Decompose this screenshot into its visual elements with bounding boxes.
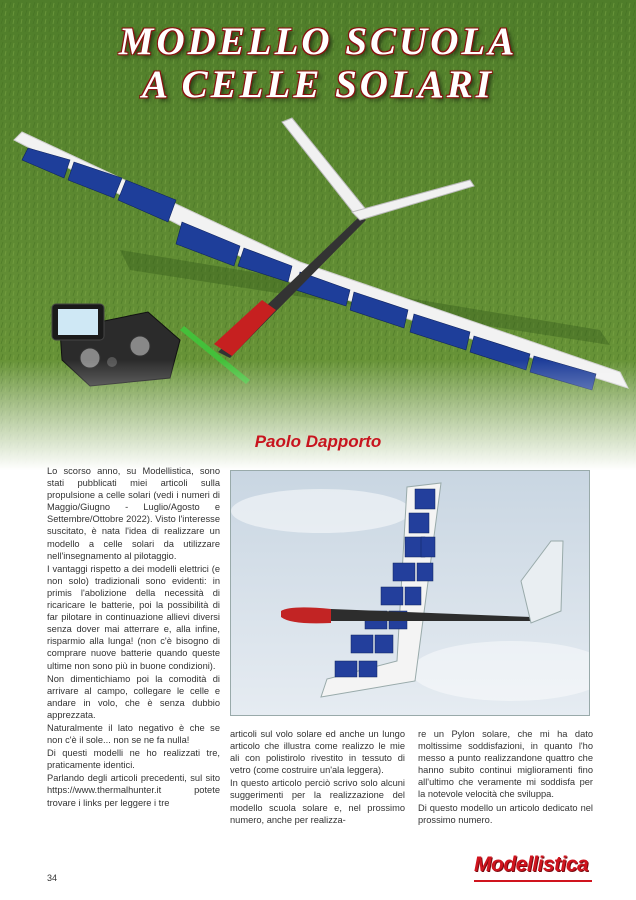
text-column-2 <box>230 728 405 826</box>
paragraph: re un Pylon solare, che mi ha dato moltissime soddisfazioni, in quanto l'ho messo a punto realizzandone quattro che hanno subito continui miglioramenti fino all'ultimo che veramente mi soddisfa per la notevole velocità che sviluppa. <box>418 729 593 800</box>
paragraph: Lo scorso anno, su Modellistica, sono stati pubblicati miei articoli sulla propulsione a celle solari (vedi i numeri di Maggio/Giugno - Luglio/Agosto e Settembre/Ottobre 2022). Visto l'interesse suscitato, è nata l'idea di realizzare un modello a celle solari da utilizzare nell'insegnamento al pilotaggio. <box>47 466 220 561</box>
paragraph: Non dimentichiamo poi la comodità di arrivare al campo, collegare le celle e andare in volo, che è senza dubbio apprezzata. <box>47 673 220 720</box>
title-line-1: MODELLO SCUOLA <box>118 20 518 63</box>
paragraph: In questo articolo perciò scrivo solo alcuni suggerimenti per la realizzazione del modello scuola solare e, nel prossimo numero, anche per realizza- <box>230 778 405 825</box>
author-name: Paolo Dapporto <box>254 432 382 451</box>
text-column-1 <box>47 465 220 809</box>
paragraph: I vantaggi rispetto a dei modelli elettrici (e non solo) tradizionali sono evidenti: in primis l'abolizione della necessità di ricaricare le batterie, poi la possibilità di far pilotare in continuazione allievi diversi senza dover mai atterrare e, alla infine, risparmio alla lunga! (non c'è bisogno di comprare nuove batterie quando queste ultime non sono più in buone condizioni). <box>47 563 220 671</box>
paragraph: Di questo modello un articolo dedicato nel prossimo numero. <box>418 802 593 825</box>
paragraph: Parlando degli articoli precedenti, sul sito https://www.thermalhunter.it potete trovare i links per leggere i tre <box>47 773 220 808</box>
paragraph: Naturalmente il lato negativo è che se non c'è il sole... non se ne fa nulla! <box>47 722 220 746</box>
paragraph: Di questi modelli ne ho realizzati tre, praticamente identici. <box>47 748 220 771</box>
magazine-logo: Modellistica <box>474 853 589 876</box>
text-column-3 <box>418 728 593 826</box>
title-line-2: A CELLE SOLARI <box>142 63 494 106</box>
page-number: 34 <box>47 873 58 883</box>
logo-underline <box>474 880 592 882</box>
glider-sky-photo <box>230 470 590 716</box>
paragraph: articoli sul volo solare ed anche un lungo articolo che illustra come realizzo le mie ali con polistirolo rivestito in tessuto di vetro (come costruire un'ala leggera). <box>230 729 405 776</box>
